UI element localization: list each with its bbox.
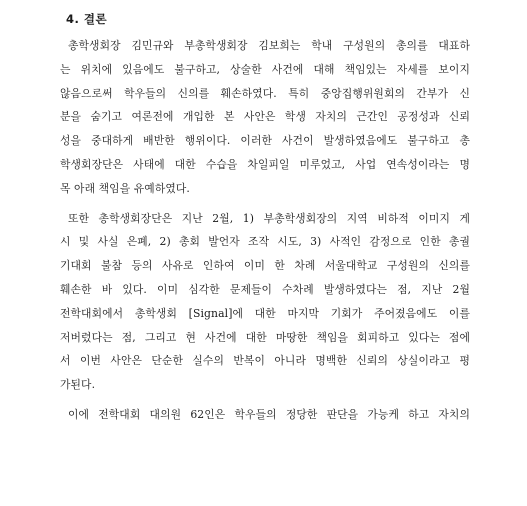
paragraph-1-line-4: 분을 숨기고 여론전에 개입한 본 사안은 학생 자치의 근간인 공정성과 신뢰 [60, 110, 470, 124]
paragraph-2-line-1: 또한 총학생회장단은 지난 2월, 1) 부총학생회장의 지역 비하적 이미지 게 [68, 211, 470, 225]
paragraph-1-line-1: 총학생회장 김민규와 부총학생회장 김보희는 학내 구성원의 총의를 대표하 [68, 39, 470, 52]
section-heading: 4. 결론 [66, 12, 108, 26]
paragraph-1-line-7: 목 아래 책임을 유예하였다. [60, 181, 190, 195]
paragraph-2-line-8: 가된다. [60, 378, 96, 392]
paragraph-3-line-1: 이에 전학대회 대의원 62인은 학우들의 정당한 판단을 가능케 하고 자치의 [68, 407, 470, 421]
paragraph-1-line-5: 성을 중대하게 배반한 행위이다. 이러한 사건이 발생하였음에도 불구하고 총 [60, 134, 470, 148]
body-text [60, 34, 470, 427]
paragraph-1-line-6: 학생회장단은 사태에 대한 수습을 차일피일 미루었고, 사업 연속성이라는 명 [60, 157, 470, 171]
paragraph-2-line-6: 저버렸다는 점, 그리고 현 사건에 대한 마땅한 책임을 회피하고 있다는 점에 [60, 330, 470, 344]
paragraph-1-line-3: 않음으로써 학우들의 신의를 훼손하였다. 특히 중앙집행위원회의 간부가 신 [60, 86, 470, 100]
paragraph-1-line-2: 는 위치에 있음에도 불구하고, 상술한 사건에 대해 책임있는 자세를 보이지 [60, 62, 470, 76]
paragraph-2-line-7: 서 이번 사안은 단순한 실수의 반복이 아니라 명백한 신뢰의 상실이라고 평 [60, 354, 470, 368]
paragraph-2-line-4: 훼손한 바 있다. 이미 심각한 문제들이 수차례 발생하였다는 점, 지난 2월 [60, 282, 470, 296]
paragraph-2-line-2: 시 및 사실 은폐, 2) 총회 발언자 조작 시도, 3) 사적인 감정으로 인한 총궐 [60, 235, 470, 249]
paragraph-2-line-5: 전학대회에서 총학생회 [Signal]에 대한 마지막 기회가 주어졌음에도 이를 [60, 306, 470, 320]
paragraph-2-line-3: 기대회 불참 등의 사유로 인하여 이미 한 차례 서울대학교 구성원의 신의를 [60, 259, 470, 273]
